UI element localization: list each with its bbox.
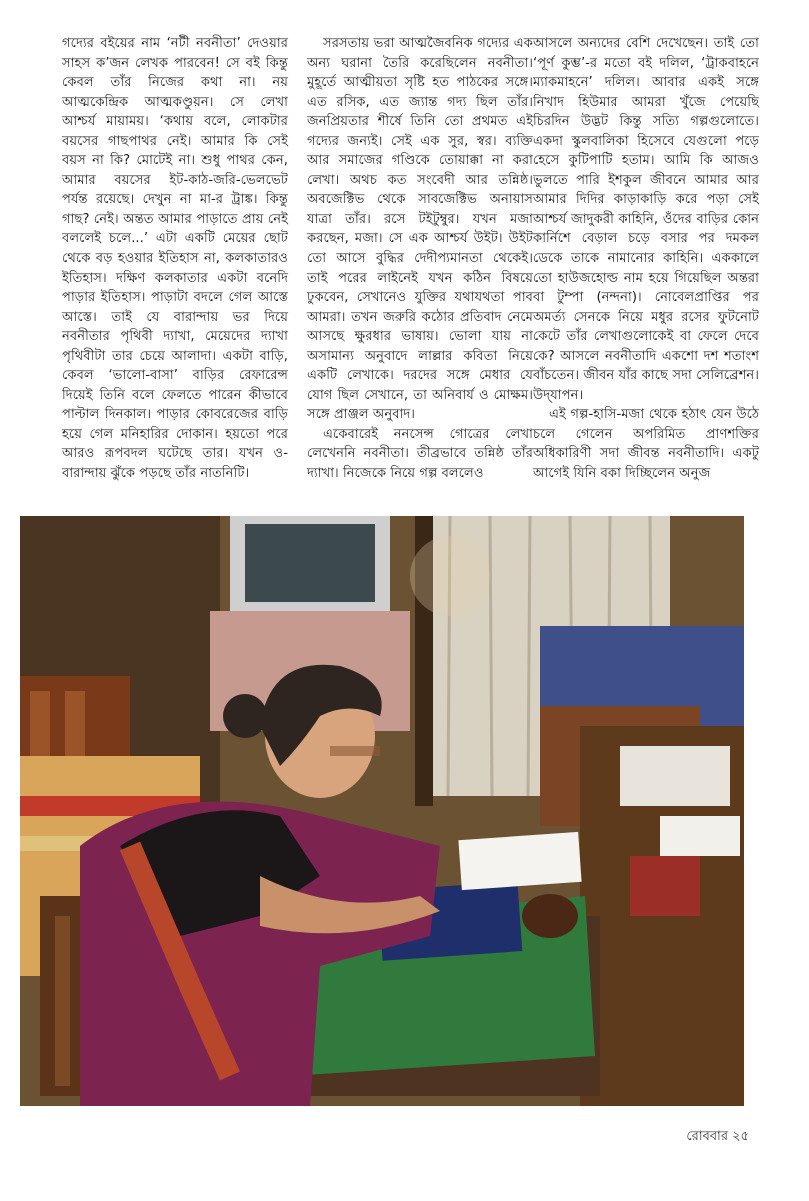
article-photo <box>20 516 744 1106</box>
paragraph: একেবারেই ননসেন্স গোত্রের লেখা লেখেননি নবনীতা। তীব্রভাবে তন্নিষ্ঠ তাঁর দ্যাখা। নিজেকে নিয়ে গল্প বললেও <box>307 426 533 482</box>
article-column-1 <box>62 34 288 484</box>
paragraph: গদ্যের বইয়ের নাম ‘নটী নবনীতা’ দেওয়ার সাহস ক’জন লেখক পারবেন! সে বই কিন্তু কেবল তাঁর নিজের কথা না। নয় আত্মকেন্দ্রিক আত্মকণ্ডুয়ন। সে লেখা আশ্চর্য মায়াময়। ‘কথায় বলে, লোকটার বয়সের গাছপাথর নেই। আমার কি সেই বয়স না কি? মোটেই না। শুধু পাথর কেন, আমার বয়সের ইট-কাঠ-জরি-ভেলভেট পর্যন্ত রয়েছে। দেখুন না মা-র ট্রাঙ্ক। কিন্তু গাছ? নেই। অন্তত আমার পাড়াতে প্রায় নেই বললেই চলে...’ এটা একটি মেয়ের ছোট থেকে বড় হওয়ার ইতিহাস না, কলকাতারও ইতিহাস। দক্ষিণ কলকাতার একটা বনেদি পাড়ার ইতিহাস। পাড়াটা বদলে গেল আস্তে আস্তে। তাই যে বারান্দায় ভর দিয়ে নবনীতার পৃথিবী দ্যাখা, মেয়েদের দ্যাখা পৃথিবীটা তার চেয়ে আলাদা। একটা বাড়ি, কেবল ‘ভালো-বাসা’ বাড়ির রেফারেন্স দিয়েই তিনি বলে ফেলতে পারেন কীভাবে পাল্টাল দিনকাল। পাড়ার কোবরেজের বাড়ি হয়ে গেল মনিহারির দোকান। হয়তো পরে আরও রূপবদল ঘটেছে তার। যখন ও-বারান্দায় ঝুঁকে পড়ছে তাঁর নাতনিটি। <box>62 36 288 482</box>
article-column-3 <box>533 34 759 484</box>
page-footer: রোববার ২৫ <box>686 1129 749 1144</box>
paragraph: সরসতায় ভরা আত্মজৈবনিক গদ্যের এক অন্য ঘরানা তৈরি করেছিলেন নবনীতা। মুহূর্তে আত্মীয়তা সৃষ্টি হত পাঠকের সঙ্গে। এত রসিক, এত জ্যান্ত গদ্য ছিল তাঁর। জনপ্রিয়তার শীর্ষে তিনি তো প্রথমত এই গদ্যের জন্যই। সেই এক সুর, স্বর। ব্যক্তি আর সমাজের গণ্ডিকে তোয়াক্কা না করা লেখা। অথচ কত সংবেদী আর তন্নিষ্ঠ। অবজেক্টিভ থেকে সাবজেক্টিভ অনায়াস যাত্রা তাঁর। রসে টইটুম্বুর। যখন মজা করছেন, মজা। সে এক আশ্চর্য উইট। উইট তো আসে বুদ্ধির দেদীপ্যমানতা থেকেই। তাই পরের লাইনেই যখন কঠিন বিষয়ে ঢুকবেন, সেখানেও যুক্তির যথাযথতা পাব আমরা। তখন জরুরি কঠোর প্রতিবাদ নেমে আসছে ক্ষুরধার ভাষায়। ভোলা যায় না অসামান্য অনুবাদে লাল্লার কবিতা নিয়ে একটি লেখাকে। দরদের সঙ্গে মেধার যে যোগ ছিল সেখানে, তা অনিবার্য ও মোক্ষম। সঙ্গে প্রাঞ্জল অনুবাদ। <box>307 36 533 423</box>
article-column-2 <box>307 34 533 484</box>
photo-woman-writing-at-desk-icon <box>20 516 744 1106</box>
paragraph: আসলে অন্যদের বেশি দেখেছেন। তাই তো ‘পূর্ণ কুম্ভ’-র মতো বই দলিল, ‘ট্রাকবাহনে ম্যাকমাহনে’ দলিল। আবার একই সঙ্গে নিখাদ হিউমার আমরা খুঁজে পেয়েছি চিরদিন উদ্ভট কিন্তু সত্যি গল্পগুলোতে। একদা স্কুলবালিকা হিসেবে যেগুলো পড়ে হেসে কুটিপাটি হতাম। আমি কি আজও ভুলতে পারি ইশকুল জীবনে আমার আর আমার দিদির কাড়াকাড়ি করে পড়া সেই আশ্চর্য জাদুকরী কাহিনি, ওঁদের বাড়ির কোন কার্নিশে বেড়াল চড়ে বসার পর দমকল ডেকে তাকে নামানোর কাহিনি। এককালে তো হাউজহোল্ড নাম হয়ে গিয়েছিল অন্তরা বা টুম্পা (নন্দনা)। নোবেলপ্রাপ্তির পর অমর্ত্য সেনকে নিয়ে মধুর রসের ফুটনোট কেটে তাঁর লেখাগুলোকেই বা ফেলে দেবে কে? আসলে নবনীতাদি একশো দশ শতাংশ বাঁচতেন। জীবন যাঁর কাছে সদা সেলিব্রেশন। উদ্‌যাপন। <box>533 36 759 403</box>
paragraph: এই গল্প-হাসি-মজা থেকে হঠাৎ যেন উঠে চলে গেলেন অপরিমিত প্রাণশক্তির অধিকারিণী সদা জীবন্ত নবনীতাদি। একটু আগেই যিনি বকা দিচ্ছিলেন অনুজ <box>533 407 759 482</box>
